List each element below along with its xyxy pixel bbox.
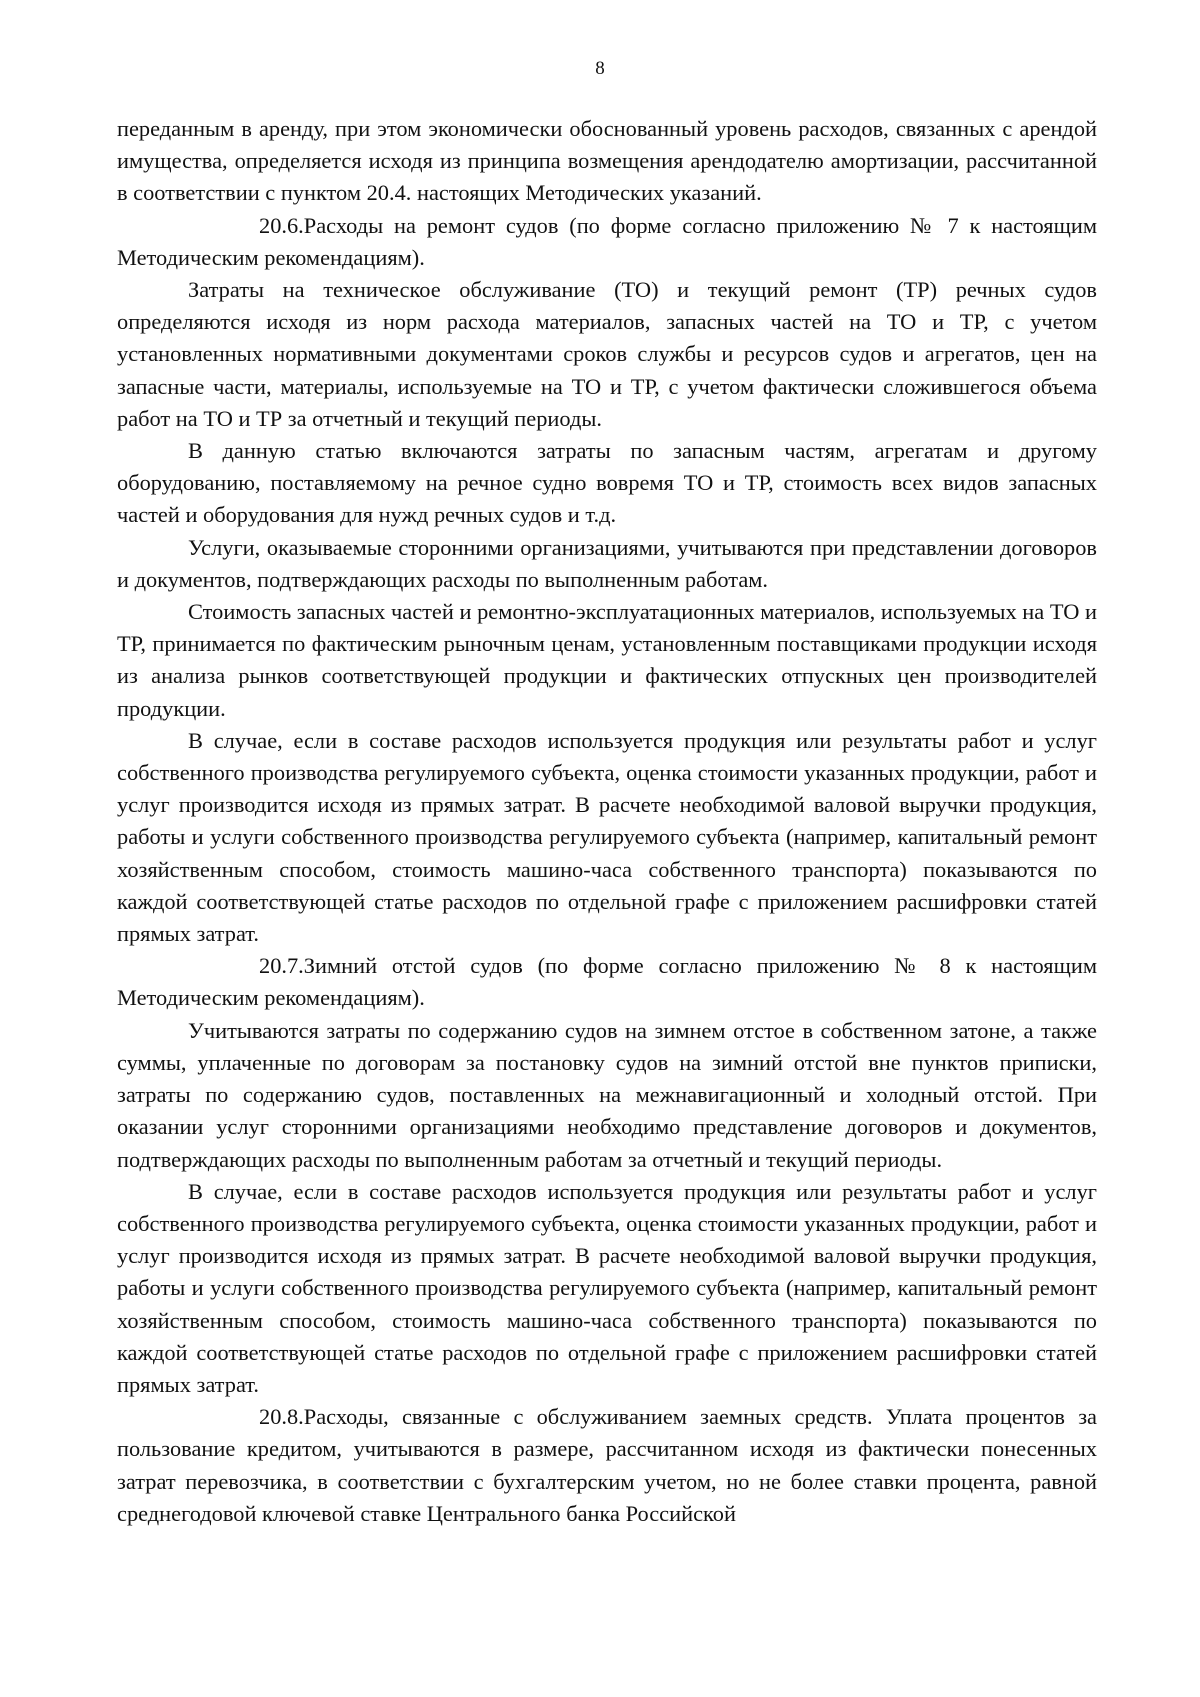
section-number: 20.6. (259, 212, 304, 238)
section-text: Расходы, связанные с обслуживанием заемных средств. Уплата процентов за пользование кредитом, учитываются в размере, рассчитанном исходя из фактически понесенных затрат перевозчика, в соответствии с бухгалтерским учетом, но не более ставки процента, равной среднегодовой ключевой ставке Центрального банка Российской (117, 1404, 1097, 1526)
paragraph-winter-layup-costs: Учитываются затраты по содержанию судов на зимнем отстое в собственном затоне, а также суммы, уплаченные по договорам за постановку судов на зимний отстой вне пунктов приписки, затраты по содержанию судов, поставленных на межнавигационный и холодный отстой. При оказании услуг сторонними организациями необходимо представление договоров и документов, подтверждающих расходы по выполненным работам за отчетный и текущий периоды. (117, 1017, 1097, 1172)
paragraph-third-party-services: Услуги, оказываемые сторонними организациями, учитываются при представлении договоров и документов, подтверждающих расходы по выполненным работам. (117, 534, 1097, 592)
section-number: 20.8. (259, 1404, 304, 1430)
paragraph-continuation: переданным в аренду, при этом экономически обоснованный уровень расходов, связанных с арендой имущества, определяется исходя из принципа возмещения арендодателю амортизации, рассчитанной в соответствии с пунктом 20.4. настоящих Методических указаний. (117, 116, 1097, 206)
section-20-8-heading (117, 1401, 1097, 1530)
section-number: 20.7. (259, 953, 304, 979)
section-text: Зимний отстой судов (по форме согласно приложению № 8 к настоящим Методическим рекомендациям). (117, 953, 1097, 1011)
document-body (117, 113, 1097, 1530)
section-text: Расходы на ремонт судов (по форме согласно приложению № 7 к настоящим Методическим рекомендациям). (117, 212, 1097, 270)
section-20-7-heading (117, 950, 1097, 1014)
paragraph-own-production-2: В случае, если в составе расходов используется продукция или результаты работ и услуг собственного производства регулируемого субъекта, оценка стоимости указанных продукции, работ и услуг производится исходя из прямых затрат. В расчете необходимой валовой выручки продукция, работы и услуги собственного производства регулируемого субъекта (например, капитальный ремонт хозяйственным способом, стоимость машино-часа собственного транспорта) показываются по каждой соответствующей статье расходов по отдельной графе с приложением расшифровки статей прямых затрат. (117, 1178, 1097, 1397)
section-20-6-heading (117, 210, 1097, 274)
paragraph-article-includes: В данную статью включаются затраты по запасным частям, агрегатам и другому оборудованию, поставляемому на речное судно вовремя ТО и ТР, стоимость всех видов запасных частей и оборудования для нужд речных судов и т.д. (117, 438, 1097, 528)
paragraph-maintenance-costs: Затраты на техническое обслуживание (ТО) и текущий ремонт (ТР) речных судов определяются исходя из норм расхода материалов, запасных частей на ТО и ТР, с учетом установленных нормативными документами сроков службы и ресурсов судов и агрегатов, цен на запасные части, материалы, используемые на ТО и ТР, с учетом фактически сложившегося объема работ на ТО и ТР за отчетный и текущий периоды. (117, 277, 1097, 431)
paragraph-spare-parts-cost: Стоимость запасных частей и ремонтно-эксплуатационных материалов, используемых на ТО и ТР, принимается по фактическим рыночным ценам, установленным поставщиками продукции исходя из анализа рынков соответствующей продукции и фактических отпускных цен производителей продукции. (117, 599, 1097, 721)
paragraph-own-production-1: В случае, если в составе расходов используется продукция или результаты работ и услуг собственного производства регулируемого субъекта, оценка стоимости указанных продукции, работ и услуг производится исходя из прямых затрат. В расчете необходимой валовой выручки продукция, работы и услуги собственного производства регулируемого субъекта (например, капитальный ремонт хозяйственным способом, стоимость машино-часа собственного транспорта) показываются по каждой соответствующей статье расходов по отдельной графе с приложением расшифровки статей прямых затрат. (117, 727, 1097, 947)
page-number: 8 (595, 58, 605, 79)
